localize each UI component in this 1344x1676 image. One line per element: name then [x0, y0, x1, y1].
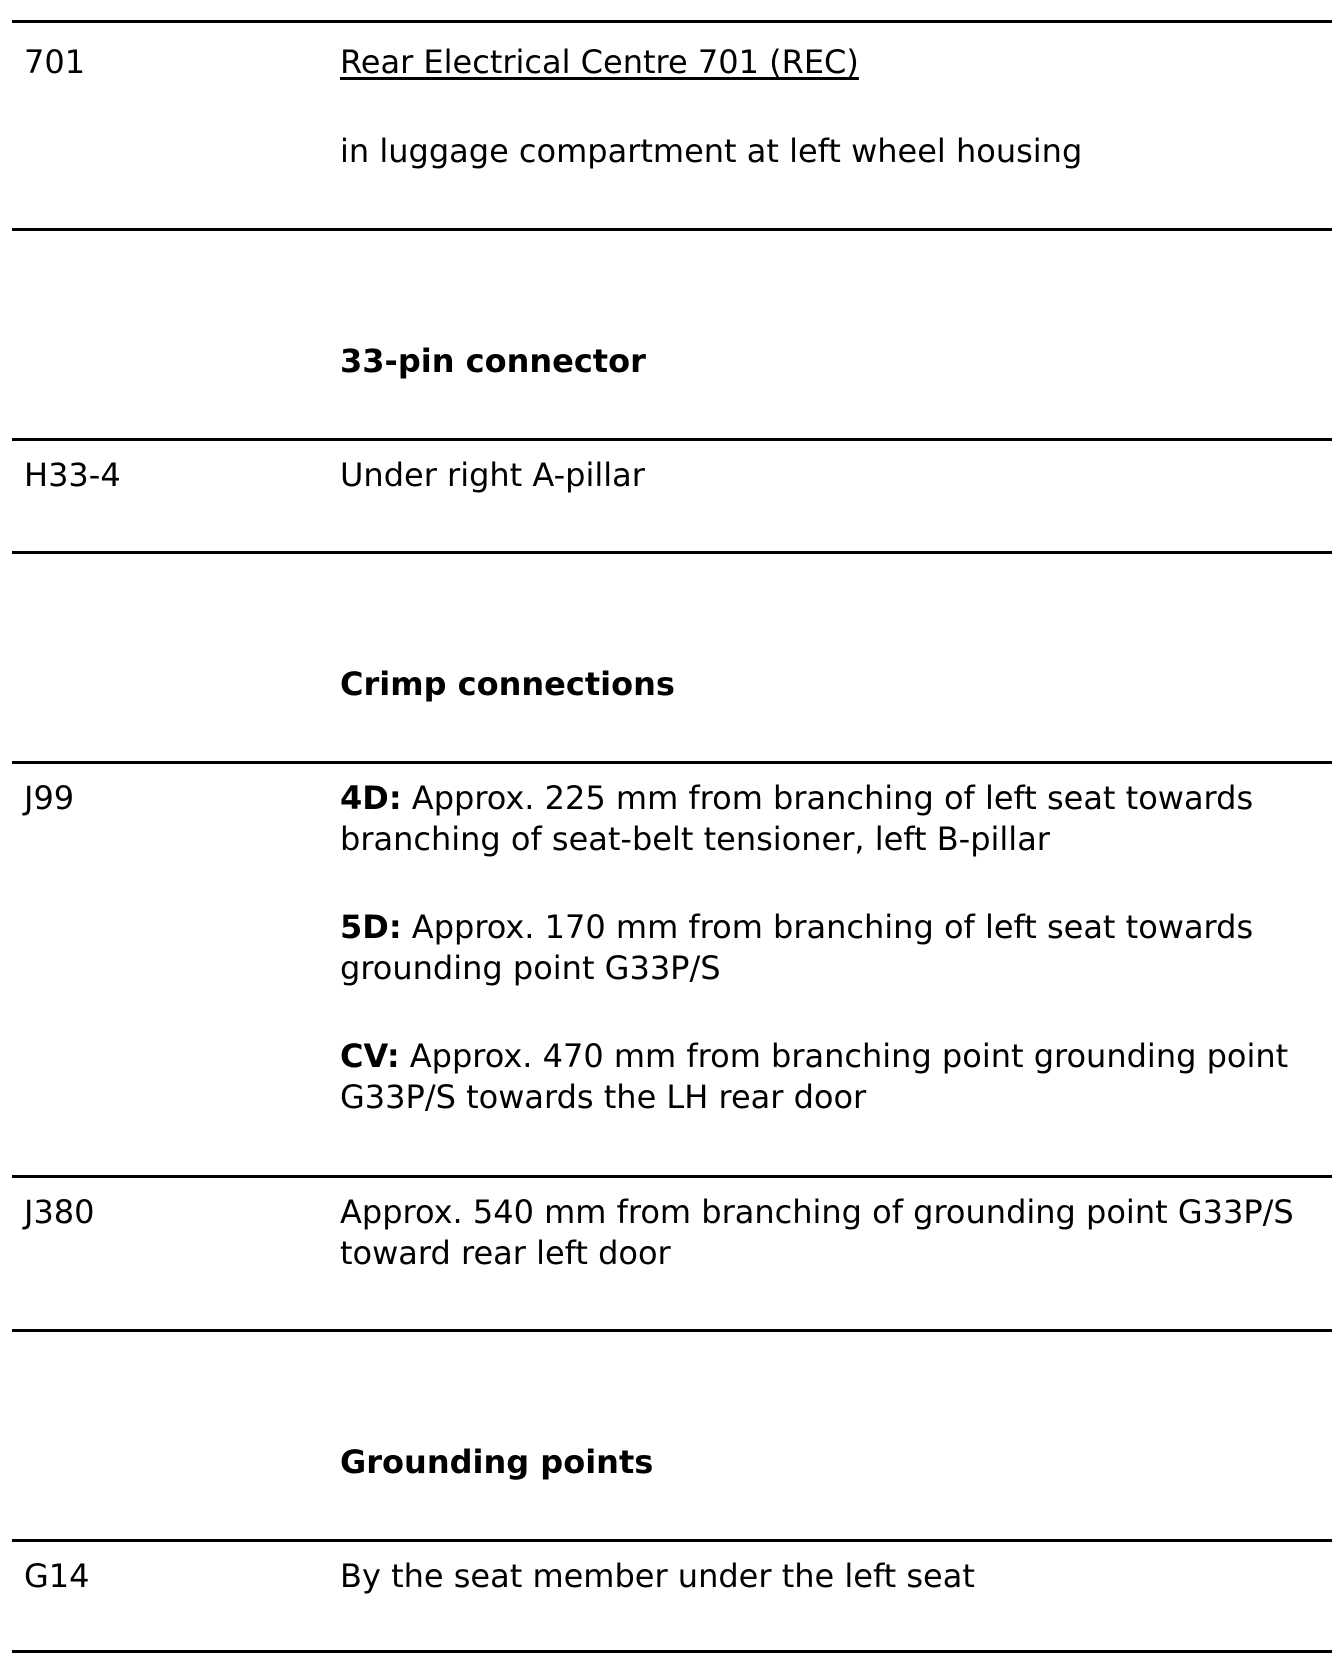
section-heading: Grounding points — [340, 1443, 654, 1481]
component-code: J99 — [24, 779, 75, 817]
table-rule — [12, 1329, 1332, 1332]
crimp-item-label: 5D: — [340, 908, 402, 946]
table-rule-top — [12, 20, 1332, 23]
table-rule — [12, 438, 1332, 441]
table-rule — [12, 761, 1332, 764]
component-location: in luggage compartment at left wheel housing — [340, 132, 1083, 170]
table-rule — [12, 1175, 1332, 1178]
crimp-item-label: 4D: — [340, 779, 402, 817]
crimp-item — [340, 907, 1320, 989]
component-code: J380 — [24, 1193, 95, 1231]
crimp-item-text: Approx. 225 mm from branching of left seat towards branching of seat-belt tensioner, left B-pillar — [340, 779, 1254, 858]
crimp-item — [340, 1036, 1320, 1118]
crimp-item-label: CV: — [340, 1037, 400, 1075]
crimp-item — [340, 778, 1320, 860]
component-code: H33-4 — [24, 456, 121, 494]
table-rule — [12, 551, 1332, 554]
table-rule — [12, 1539, 1332, 1542]
component-location: Approx. 540 mm from branching of grounding point G33P/S toward rear left door — [340, 1193, 1294, 1272]
crimp-item-text: Approx. 470 mm from branching point grounding point G33P/S towards the LH rear door — [340, 1037, 1289, 1116]
table-rule-bottom — [12, 1650, 1332, 1653]
table-rule — [12, 228, 1332, 231]
section-heading: 33-pin connector — [340, 342, 646, 380]
component-location: By the seat member under the left seat — [340, 1557, 975, 1595]
crimp-item-text: Approx. 170 mm from branching of left seat towards grounding point G33P/S — [340, 908, 1254, 987]
component-code: 701 — [24, 43, 86, 81]
section-heading: Crimp connections — [340, 665, 675, 703]
component-code: G14 — [24, 1557, 90, 1595]
component-title-link[interactable]: Rear Electrical Centre 701 (REC) — [340, 43, 859, 81]
component-location: Under right A-pillar — [340, 456, 645, 494]
